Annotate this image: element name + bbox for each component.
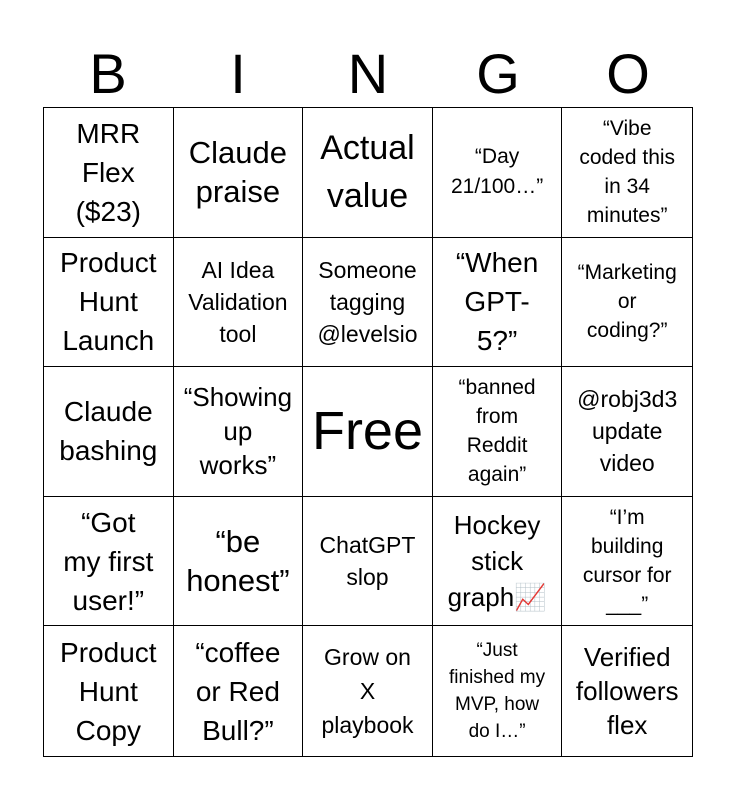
bingo-cell[interactable]: [174, 497, 304, 627]
cell-text: Claude bashing: [59, 396, 158, 467]
bingo-cell[interactable]: [303, 626, 433, 756]
bingo-cell[interactable]: [303, 497, 433, 627]
header-letter-b: B: [89, 42, 127, 105]
cell-text: ChatGPT slop: [319, 532, 416, 591]
cell-text: “I’m building cursor for ___”: [582, 506, 672, 617]
bingo-cell[interactable]: [303, 108, 433, 238]
bingo-cell[interactable]: [44, 497, 174, 627]
bingo-header: [43, 40, 693, 108]
cell-text: Product Hunt Copy: [60, 636, 157, 746]
bingo-cell[interactable]: [174, 108, 304, 238]
cell-text: AI Idea Validation tool: [188, 256, 288, 347]
cell-text: “Marketing or coding?”: [577, 261, 677, 343]
bingo-cell[interactable]: [174, 626, 304, 756]
cell-text: “Showing up works”: [183, 382, 293, 481]
cell-text: “Vibe coded this in 34 minutes”: [579, 117, 676, 228]
bingo-cell[interactable]: [562, 367, 692, 497]
cell-text: Someone tagging @levelsio: [317, 256, 418, 347]
header-letter-n: N: [347, 42, 389, 105]
cell-text: Claude praise: [188, 135, 288, 210]
bingo-cell[interactable]: [303, 367, 433, 497]
bingo-cell[interactable]: [303, 238, 433, 368]
cell-text: Product Hunt Launch: [60, 247, 157, 357]
bingo-cell[interactable]: [44, 238, 174, 368]
cell-text: “banned from Reddit again”: [458, 376, 536, 487]
bingo-cell[interactable]: [562, 108, 692, 238]
bingo-cell[interactable]: [433, 497, 563, 627]
cell-text: “coffee or Red Bull?”: [195, 636, 281, 746]
bingo-cell[interactable]: [433, 626, 563, 756]
cell-text: “Day 21/100…”: [450, 145, 544, 199]
bingo-cell[interactable]: [433, 367, 563, 497]
cell-text: “Got my first user!”: [63, 506, 154, 616]
cell-text: MRR Flex ($23): [75, 117, 141, 227]
cell-text: Hockey stick graph📈: [447, 510, 547, 613]
bingo-cell[interactable]: [44, 626, 174, 756]
bingo-cell[interactable]: [44, 108, 174, 238]
cell-text: “When GPT- 5?”: [455, 247, 539, 357]
cell-text: Verified followers flex: [575, 642, 679, 741]
bingo-cell[interactable]: [562, 238, 692, 368]
header-letter-g: G: [476, 42, 520, 105]
bingo-board: [43, 107, 693, 757]
free-space: Free: [311, 401, 424, 462]
cell-text: @robj3d3 update video: [577, 386, 678, 477]
header-letter-i: I: [230, 42, 246, 105]
cell-text: “Just finished my MVP, how do I…”: [449, 640, 546, 743]
bingo-cell[interactable]: [174, 367, 304, 497]
cell-text: “be honest”: [186, 524, 290, 599]
bingo-cell[interactable]: [44, 367, 174, 497]
bingo-cell[interactable]: [174, 238, 304, 368]
header-letter-o: O: [606, 42, 650, 105]
bingo-cell[interactable]: [562, 497, 692, 627]
cell-text: Grow on X playbook: [321, 644, 414, 739]
bingo-cell[interactable]: [562, 626, 692, 756]
bingo-cell[interactable]: [433, 108, 563, 238]
bingo-cell[interactable]: [433, 238, 563, 368]
cell-text: Actual value: [320, 129, 415, 216]
